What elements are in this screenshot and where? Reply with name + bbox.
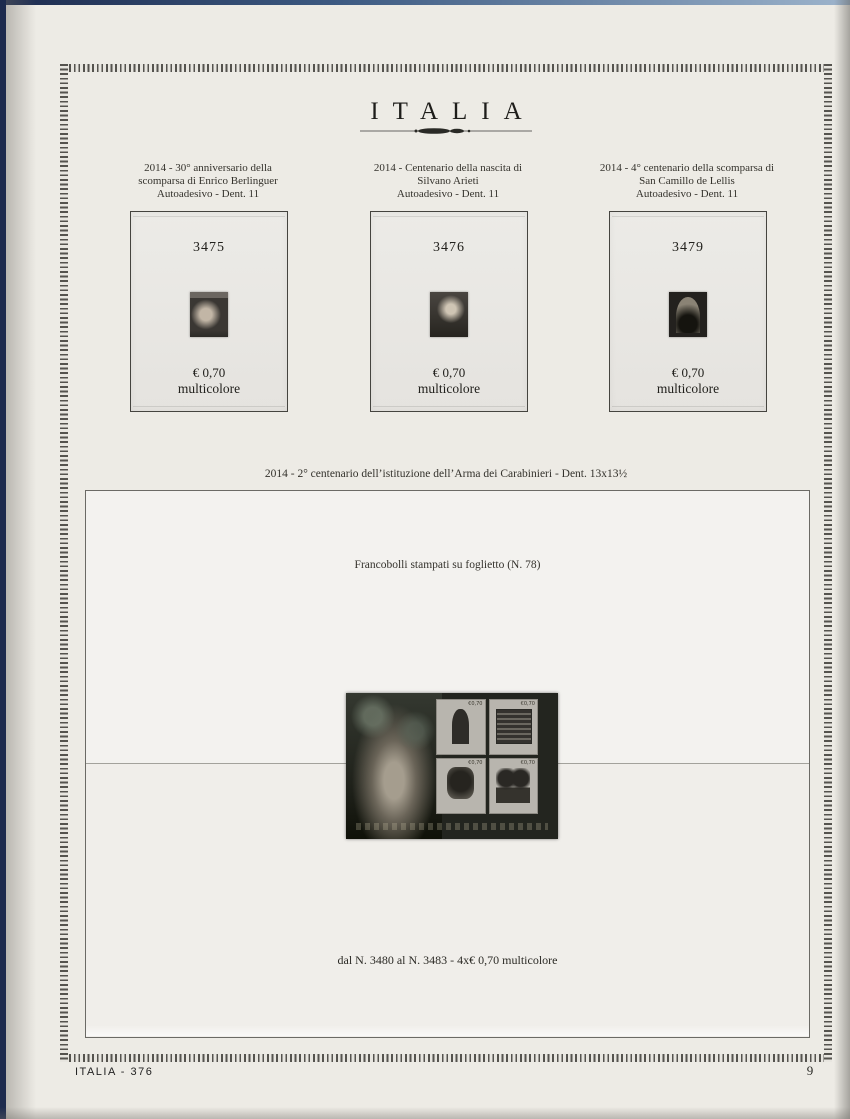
stamp-color-note: multicolore <box>417 381 481 396</box>
stamp-caption <box>562 162 812 201</box>
soldier-figure <box>452 709 469 745</box>
stamp-image-arieti <box>430 292 468 337</box>
mini-stamp-building <box>489 699 539 755</box>
stamp-catalog-number: 3479 <box>672 240 704 255</box>
sheet-stamp-grid <box>436 699 538 814</box>
stamp-value: € 0,70 <box>192 365 226 380</box>
page-number: 9 <box>806 1063 814 1078</box>
border-frame-bottom <box>60 1054 832 1062</box>
two-figures <box>496 768 530 804</box>
souvenir-sheet-image <box>346 693 558 839</box>
stamp-catalog-number: 3475 <box>193 240 225 255</box>
mini-stamp-value: €0,70 <box>520 701 535 707</box>
caption-line: Silvano Arieti <box>417 175 479 187</box>
mini-stamp-carabiniere-uniform <box>436 699 486 755</box>
album-series-label: ITALIA - 376 <box>75 1066 154 1078</box>
border-frame-top <box>60 64 832 72</box>
mount-bottom-edge <box>86 1025 809 1036</box>
page-left-shadow <box>6 0 36 1119</box>
caption-line: Autoadesivo - Dent. 11 <box>396 188 500 200</box>
caption-line: scomparsa di Enrico Berlinguer <box>138 175 278 187</box>
border-frame-left <box>60 64 68 1062</box>
page-title: ITALIA <box>370 98 536 125</box>
caption-line: 2014 - Centenario della nascita di <box>373 162 523 174</box>
caption-line: Autoadesivo - Dent. 11 <box>156 188 260 200</box>
mini-stamp-emblem <box>436 758 486 814</box>
mini-stamp-two-carabinieri <box>489 758 539 814</box>
sheet-painting-horse-scene <box>346 693 442 839</box>
stamp-image-san-camillo <box>669 292 707 337</box>
stamp-value: € 0,70 <box>671 365 705 380</box>
souvenir-sheet-mount-box <box>85 490 810 1038</box>
scan-edge-top <box>0 0 850 5</box>
mini-stamp-value: €0,70 <box>468 701 483 707</box>
mini-stamp-value: €0,70 <box>468 760 483 766</box>
sheet-legend-text <box>356 823 548 830</box>
sheet-note: Francobolli stampati su foglietto (N. 78) <box>354 559 541 571</box>
page-bottom-shadow <box>0 1107 850 1119</box>
stamp-value: € 0,70 <box>432 365 466 380</box>
caption-line: 2014 - 4° centenario della scomparsa di <box>599 162 775 174</box>
title-ornament-icon <box>356 126 536 136</box>
stamp-caption <box>83 162 333 201</box>
page-right-shadow <box>834 0 850 1119</box>
arch-figure <box>676 297 700 333</box>
stamp-catalog-number: 3476 <box>433 240 465 255</box>
stamp-color-note: multicolore <box>656 381 720 396</box>
stamp-mount-box <box>370 211 528 412</box>
caption-line: San Camillo de Lellis <box>639 175 735 187</box>
stamp-mount-box <box>130 211 288 412</box>
stamp-caption <box>323 162 573 201</box>
stamp-color-note: multicolore <box>177 381 241 396</box>
caption-line: 2014 - 30° anniversario della <box>144 162 272 174</box>
sheet-section-caption: 2014 - 2° centenario dell’istituzione dell’Arma dei Carabinieri - Dent. 13x13½ <box>264 468 628 480</box>
caption-line: Autoadesivo - Dent. 11 <box>635 188 739 200</box>
emblem-figure <box>447 767 474 799</box>
sheet-range-note: dal N. 3480 al N. 3483 - 4x€ 0,70 multicolore <box>337 953 558 967</box>
stamp-image-berlinguer <box>190 292 228 337</box>
mini-stamp-value: €0,70 <box>520 760 535 766</box>
border-frame-right <box>824 64 832 1062</box>
stamp-mount-box <box>609 211 767 412</box>
building-figure <box>496 709 532 744</box>
